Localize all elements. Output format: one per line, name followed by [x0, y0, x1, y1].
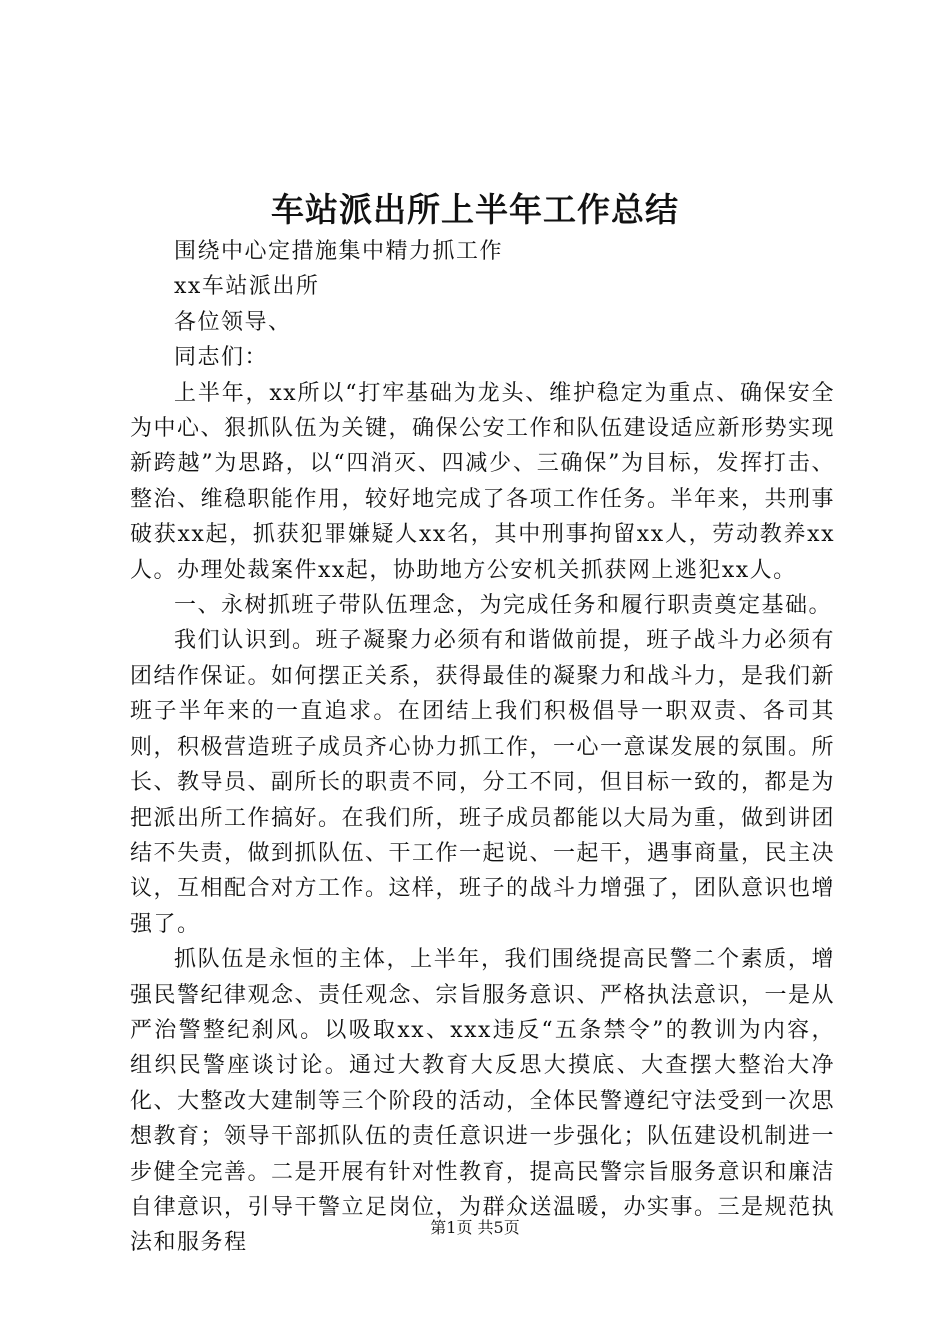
subtitle-line: 围绕中心定措施集中精力抓工作: [174, 239, 504, 264]
document-title: 车站派出所上半年工作总结: [271, 190, 679, 229]
body-paragraph: 我们认识到。班子凝聚力必须有和谐做前提，班子战斗力必须有团结作保证。如何摆正关系，获得最佳的凝聚力和战斗力，是我们新班子半年来的一直追求。在团结上我们积极倡导一职双责、各司其则，积极营造班子成员齐心协力抓工作，一心一意谋发展的氛围。所长、教导员、副所长的职责不同，分工不同，但目标一致的，都是为把派出所工作搞好。在我们所，班子成员都能以大局为重，做到讲团结不失责，做到抓队伍、干工作一起说、一起干，遇事商量，民主决议，互相配合对方工作。这样，班子的战斗力增强了，团队意识也增强了。: [130, 628, 836, 937]
salutation-comrades: 同志们：: [174, 345, 269, 371]
page-number-footer: 第1页 共5页: [430, 1218, 520, 1237]
organization-line: xx车站派出所: [174, 274, 320, 300]
body-paragraph: 上半年，xx所以“打牢基础为龙头、维护稳定为重点、确保安全为中心、狠抓队伍为关键，确保公安工作和队伍建设适应新形势实现新跨越”为思路，以“四消灭、四减少、三确保”为目标，发挥打击、整治、维稳职能作用，较好地完成了各项工作任务。半年来，共刑事破获xx起，抓获犯罪嫌疑人xx名，其中刑事拘留xx人，劳动教养xx人。办理处裁案件xx起，协助地方公安机关抓获网上逃犯xx人。: [130, 380, 836, 583]
document-body: [130, 234, 835, 1261]
body-paragraph: 抓队伍是永恒的主体，上半年，我们围绕提高民警二个素质，增强民警纪律观念、责任观念、宗旨服务意识、严格执法意识，一是从严治警整纪刹风。以吸取xx、xxx违反“五条禁令”的教训为内容，组织民警座谈讨论。通过大教育大反思大摸底、大查摆大整治大净化、大整改大建制等三个阶段的活动，全体民警遵纪守法受到一次思想教育；领导干部抓队伍的责任意识进一步强化；队伍建设机制进一步健全完善。二是开展有针对性教育，提高民警宗旨服务意识和廉洁自律意识，引导干警立足岗位，为群众送温暖，办实事。三是规范执法和服务程: [130, 947, 836, 1256]
salutation-leaders: 各位领导、: [174, 309, 292, 335]
section-heading: 一、永树抓班子带队伍理念，为完成任务和履行职责奠定基础。: [174, 593, 833, 619]
